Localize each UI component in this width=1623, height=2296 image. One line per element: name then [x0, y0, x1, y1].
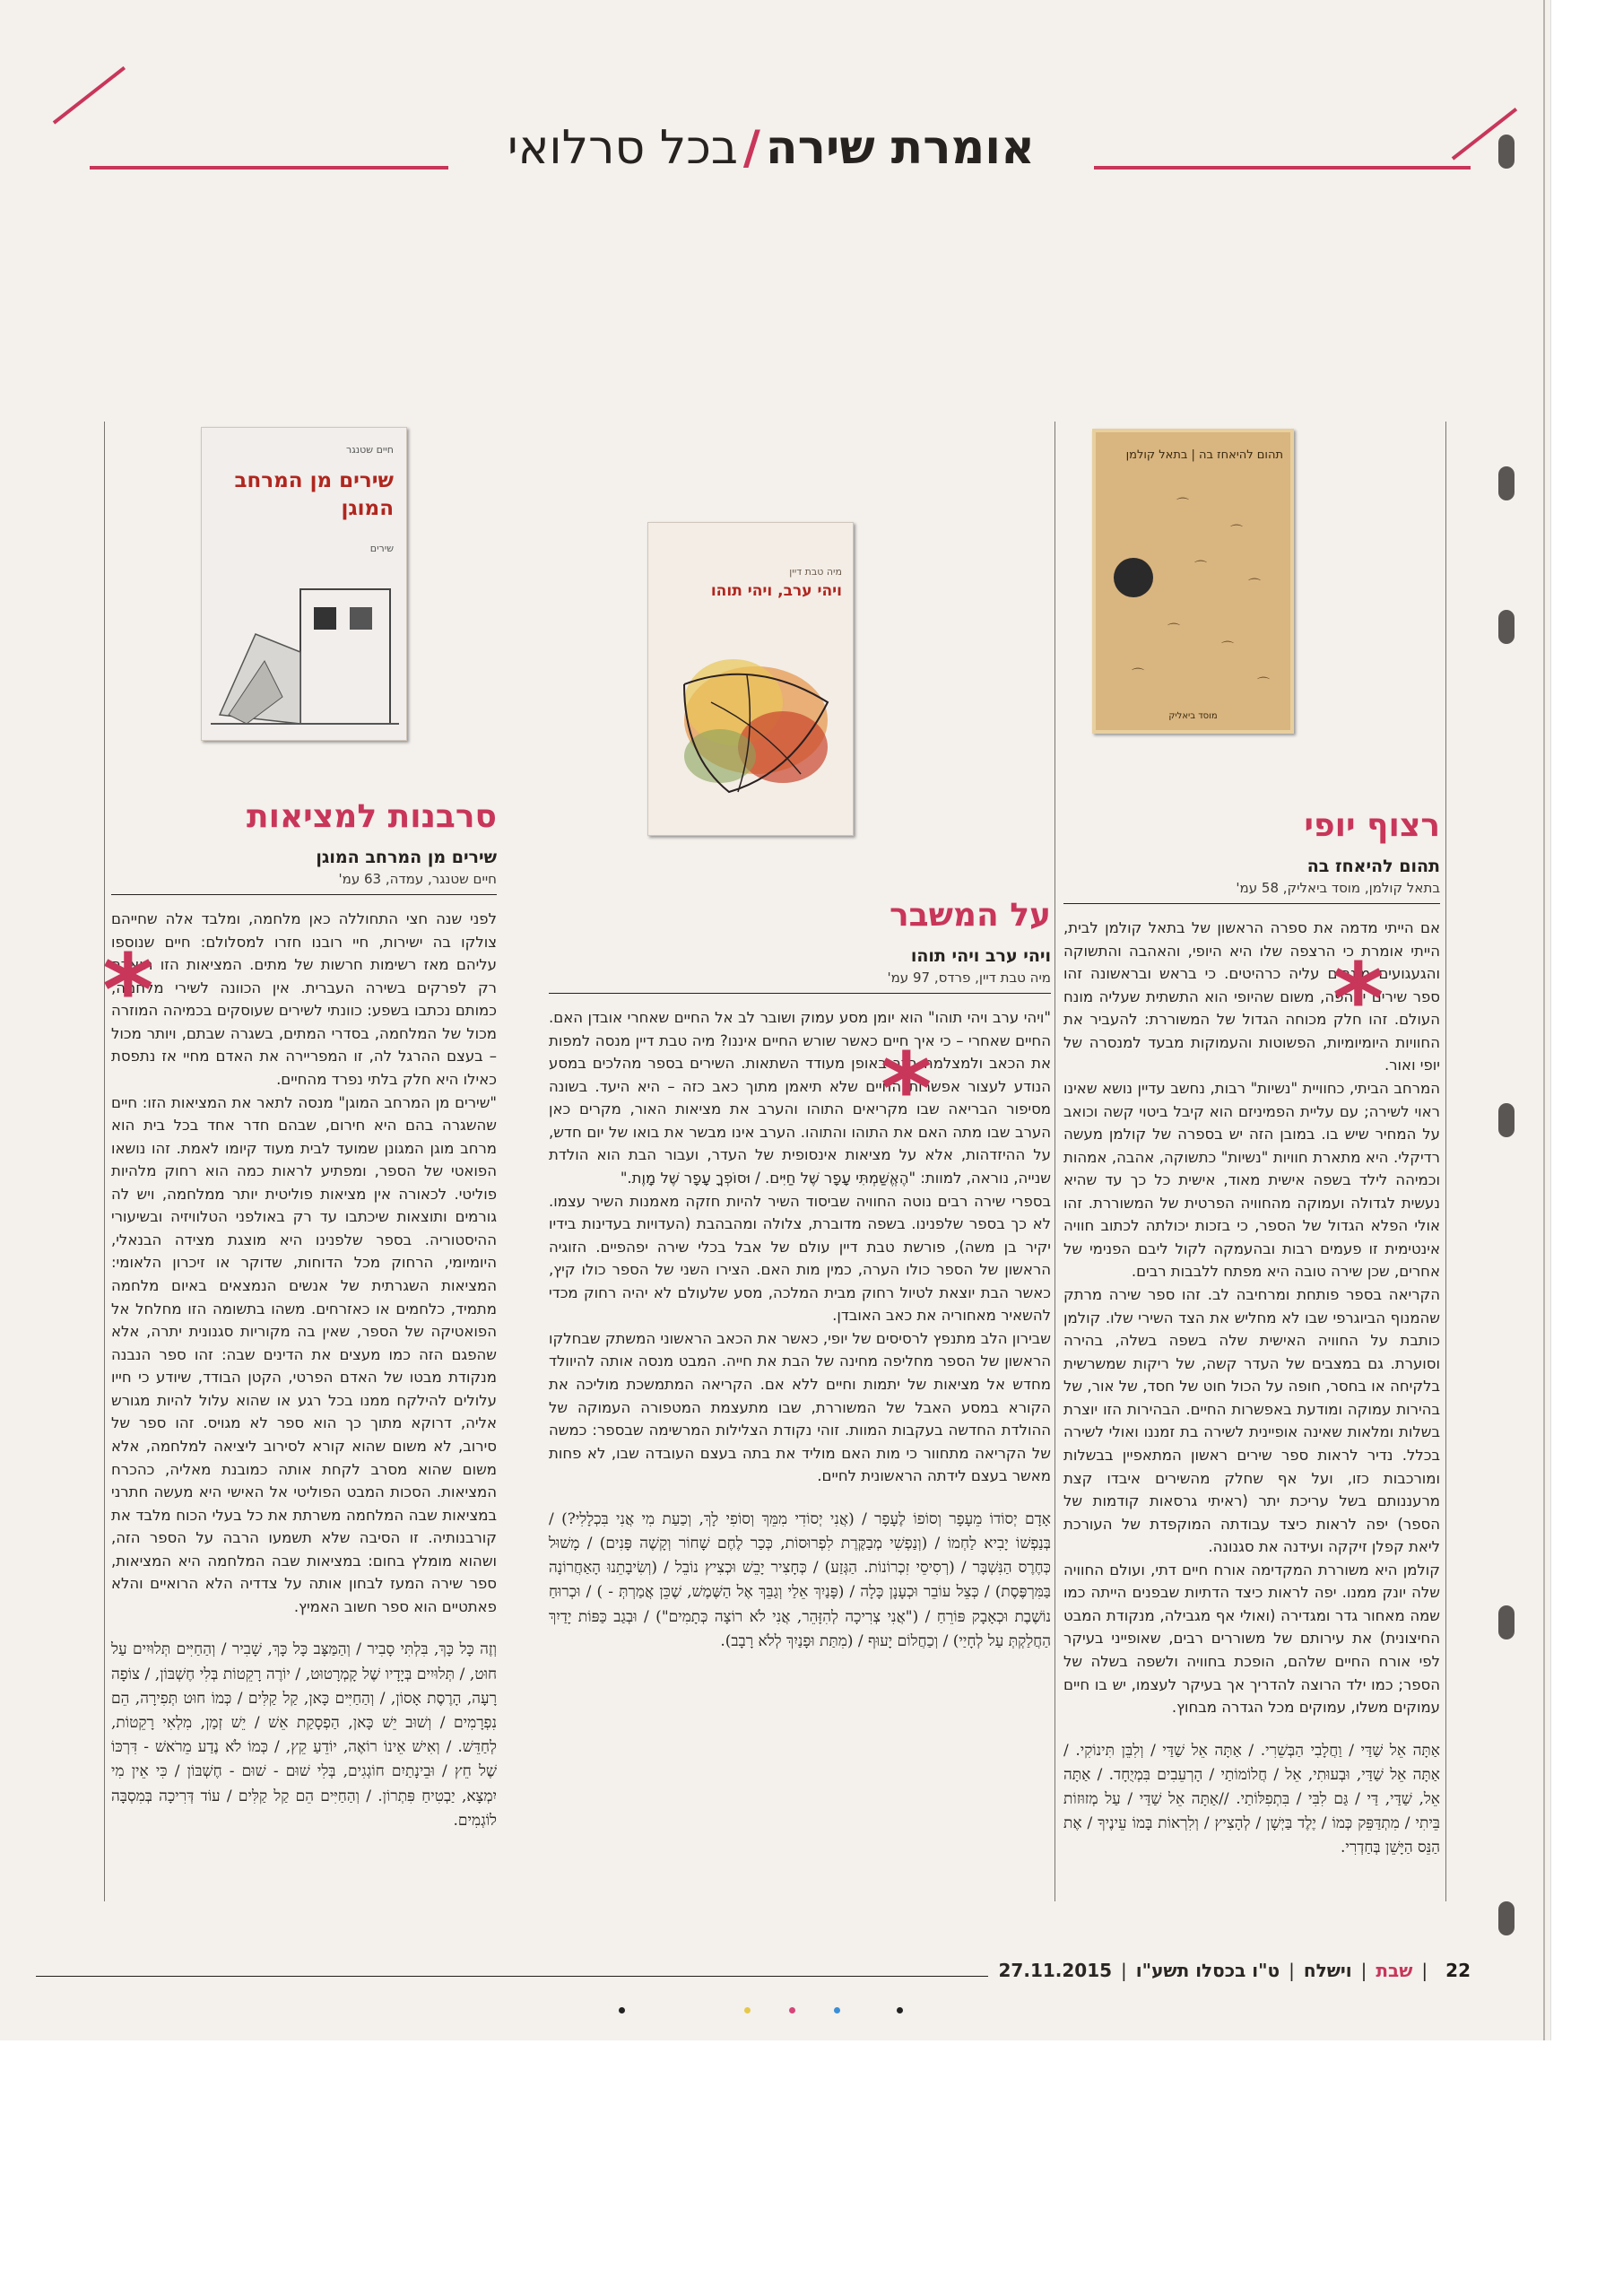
flower-illustration — [648, 523, 853, 835]
gregorian-date: 27.11.2015 — [998, 1960, 1113, 1981]
header-rule-left — [90, 166, 448, 170]
cover-title: תהום להיאחז בה | בתאל קולמן — [1125, 448, 1283, 462]
binder-hole — [1498, 466, 1515, 500]
binder-hole — [1498, 610, 1515, 644]
book-cover-tehom — [1092, 429, 1294, 734]
cover-author: חיים שטנגר — [346, 444, 394, 456]
review-paragraph: בספרי שירה רבים נוטה החוויה שביסוד השיר להיות חזקה מאמנות השיר עצמו. לא כך בספר שלפנינו. בשפה מדוברת, צלולה ומהבהבת (העדויות בעדינות בידיו יקיר בן משה), פורשת טבת דיין עולם של אבל בכלי שירה יפהפיים. הזוגיה הראשון של הספר כולו הערה, כמין מות האם. הצירו השני של הספר כולו קיץ, כאשר הבת יוצאת לטיול רחוק מבית המלכה, מסע שלעולם לא יהיה רחוק מכדי להשאיר מאחוריה את כאב האובדן. — [549, 1192, 1051, 1325]
review-book-title: שירים מן המרחב המוגן — [316, 848, 497, 867]
bird-icon: ⌒ — [1257, 677, 1270, 691]
review-body — [549, 1006, 1051, 1488]
review-book-title: ויהי ערב ויהי תוהו — [910, 946, 1051, 966]
column-header — [36, 103, 1471, 184]
review-paragraph: "שירים מן המרחב המוגן" מנסה לתאר את המציאות הזו: חיים שהשגרה בהם היא חירום, שבהם חדר אחד בכל בית הוא מרחב מוגן המגונן שמועד לבית מעוד קיומו לאמת. זהו נושאו הפואטי של הספר, ומפתיע לראות כמה הוא רחוק מלהיות פוליטי. לכאורה אין מציאות פוליטית יותר ממלחמה, ויש לה גורמים ותוצאות שיכתבו עד רק באולפני הטלוויזיה ובשיעורי ההיסטוריה. בספר שלפנינו היא מוצגת מצידה הבנאלי, היומיומי, הרחוק מכל הדוחות, שדוקר או זיכרון הלאומי: המציאות השגרתית של אנשים הנמצאים באיום מלחמה מתמיד, כלחמים או כאזרחים. משהו בתשומה הזו מחלחל אל הפואטיקה של הספר, שאין בה מקוריות סגנונית יתרה, אלא שהפגם הזה כמו מעצים את הדינים שבה: זהו ספר הנבנה מנקודת מבטו של האדם הפרטי, הקטן הבודד, שיודע כי חייו עלולים להילקח ממנו בכל רגע או שהוא עלול להיות מגורש אליה, דרוקא מתוך כך הוא ספר לא מגויס. זהו ספר של סירוב, לא משום שהוא קורא לסירוב ליציאה למלחמה, אלא משום שהוא מסרב לקחת אותה כמובנת מאליה, כהכרח המציאות. הסכות המבט הפוליטי אל האישי היא מעשה חתרני במציאות שבה המלחמה משרתת את כל בעלי הכוח מלבד את קורבנותיה. זו הסיבה שלא תשמעו הרבה על הספר הזה, ושהוא מומלץ בחום: במציאות שבה המלחמה היא המציאות, ספר שירה המעז לבחון אותה על צדדיה הלא הרואיים והלא פאתטיים הוא ספר חשוב האמיץ. — [111, 1093, 497, 1615]
review-credit: חיים שטנגר, עמדה, 63 עמ' — [111, 871, 497, 895]
column-title — [457, 121, 1085, 175]
review-column-middle — [549, 897, 1051, 1654]
book-cover-vayehi-erev — [647, 522, 854, 836]
review-paragraph: לפני שנה חצי התחוללה כאן מלחמה, ומלבד אלה שחייהם צולקו בה ישירות, חיי רובנו חזרו למסלולם: חיים שנוספו עליהם מאז רשימות חרשות של מתים. המציאות הזו תוארה רק לפרקים בשירה העברית. אין הכוונה לשירי מלחמה, כמותם נכתבו בשפע: כוונתי לשירים שעוסקים בכמיהה המוזרה מכול של המלחמה, בסדרי המתים, בשגרה שבתם, ויותר מכול – בעצם ההרגל לה, זו המפריירה את האדם מחיי אז נתפסת כאילו היא חלק בלתי נפרד מהחיים. — [111, 910, 497, 1088]
column-rule — [104, 422, 105, 1901]
binder-hole — [1498, 1901, 1515, 1935]
review-column-left — [102, 798, 497, 1833]
asterisk-icon: * — [881, 1031, 933, 1146]
asterisk-icon: * — [102, 933, 154, 1048]
hebrew-date: ט"ו בכסלו תשע"ו — [1135, 1960, 1280, 1981]
footer-divider: | — [1360, 1960, 1367, 1981]
review-paragraph: אם הייתי מדמה את ספרה הראשון של בתאל קולמן לבית, הייתי אומרת כי הרצפה שלו היא היופי, והאהבה והתשוקה והגעגועים מונחים עליה כרהיטים. כי בראש ובראשונה זהו ספר שירים יפהפה, משום שהיופי הוא התשתית שעליה מונח העולם. זהו חלק מכוחה הגדול של המשוררת: להעביר את החוויות היומיומיות, הפשוטות והעמוקות מבעד למנסרה של יופי ואור. — [1063, 919, 1440, 1074]
poem-excerpt: אַתָּה אֵל שַׁדַּי / וַחֲלָבִי הַבְּשֵׁרִי. / אַתָּה אֵל שַׁדַּי / וְלִבֵּן תִּינוֹקִי. / אַתָּה אֵל שַׁדַּי, וּבְעוּתִי, אֵל / חֲלוֹמוֹתַי / הָרְעֵבִים בִּמְיֻחָד. / אַתָּה אֵל, שַׁדַּי, דַּי / גַּם לִבִּי / בִּתְפִלּוֹתַי. //אַתָּה אֵל שַׁדַּי / עַל מְזוּזוֹת בֵּיתִי / מִתְדַּפֵּק כְּמוֹ / יֶלֶד בַּיְשָׁן / לְהָצִיץ / וְלִרְאוֹת בָּמוֹ עֵינֶיךָ / אֶת הַנֵּס הַיָּשֵׁן בְּחַדְרִי. — [1063, 1741, 1440, 1857]
review-paragraph: המרחב הביתי, כחוויית "נשיות" רבות, נחשב עדיין נושא שאינו ראוי לשירה; עם עליית הפמיניזם הוא קיבל ביטוי קשה וכואב על המחיר שיש בו. במובן הזה יש בספרה של קולמן מעשה רדיקלי. היא מתארת חוויות "נשיות" כתשוקה, אהבה, אמהות וכמיהה לילד בשפה אישית מאוד, אישית כל כך עד שהיא נעשית לגדולה ועמוקה מהחוויה הפרטית של המשוררת. זהו אולי הפלא הגדול של הספר, כי בזכות יכולתה לכתוב חוויה אינטימית זו פעמים רבות ובהעמקה לקול ליבם הפנימי של אחרים, שכן שירה טובה היא מפתח ללבבות רבים. — [1063, 1079, 1440, 1281]
bird-icon: ⌒ — [1194, 561, 1207, 575]
cover-title: ויהי ערב, ויהי תוהו — [710, 582, 842, 600]
footer-divider: | — [1421, 1960, 1428, 1981]
header-diagonal-left — [53, 66, 126, 125]
binder-holes — [1498, 135, 1525, 1928]
title-separator: / — [742, 121, 760, 175]
footer-divider: | — [1289, 1960, 1295, 1981]
poem-excerpt: וְזֶה כָּל כָּךְ, בִּלְתִּי סָבִיר / וְהַמַּצָּב כָּל כָּךְ, שָׁבִיר / וְהַחַיִּים תְּלוּיִים עַל חוּט, / תְּלוּיִים בְּיָדָיו שֶׁל קָמְרָטוּט, / יוֹרֶה רָקֵטוֹת בְּלִי חֶשְׁבּוֹן, / צוֹפָה רָעָה, הָרֶסֶת אָסוֹן, / וְהַחַיִּים כָּאן, קַל קַלִּים / כְּמוֹ חוּט תְּפִירָה, הֵם נִפְרָמִים / וְשׁוּב יֵשׁ כָּאן, הַפְסָקַת אֵשׁ / יֵשׁ זְמַן, מִלְאִי רָקֵטוֹת, לְחַדֵּשׁ. / וְאִישׁ אֵינוֹ רוֹאֶה, יוֹדֵעַ קֵץ, / כְּמוֹ לֹא נֶדַע מֵרֹאשׁ - דִּרְכּוֹ שֶׁל חֵץ / וּבֵינָתַיִם חוֹגְגִים, בְּלִי שׁוּם - שׁוּם - חֶשְׁבּוֹן / כִּי אֵין מִי יִמְצָא, יַבְטִיחַ פִּתְרוֹן. / וְהַחַיִּים הֵם קַל קַלִּים / עוֹד דְּרִיכָה בְּמִסְבָּה לוֹגְמִים. — [111, 1640, 497, 1830]
cover-author: מיה טבת דיין — [789, 566, 842, 578]
review-paragraph: שבירון הלב מתנפץ לרסיסים של יופי, כאשר את הכאב הראשוני המשתק שבחלקו הראשון של הספר מחליפה מחינה של הבת את חייה. המבט מנסה אותה להיוולד מחדש אל מציאות של יתמות וחיים ללא אם. הקריאה המתמשכת מוליכה את הקורא במסע האבל של המשוררת, שבו מתעצמת המטפורה העמוקה של ההולדת החדשה בעקבות המוות. זוהי נקודת הצלילות המרשימה שבספר: כמשה של הקריאה מתחוור כי מות האם מוליד את בתה בעצם העובדה שבו, לא פחות מאשר בעצם לידתה הראשונית לחיים. — [549, 1329, 1051, 1485]
binder-hole — [1498, 135, 1515, 169]
review-book-title: תהום להיאחז בה — [1306, 857, 1440, 876]
section-name: שבת — [1376, 1960, 1413, 1981]
review-kicker: על המשבר — [890, 897, 1051, 934]
registration-dot — [789, 2007, 795, 2013]
review-kicker: סרבנות למציאות — [247, 798, 497, 835]
bird-icon: ⌒ — [1176, 498, 1189, 512]
binder-hole — [1498, 1605, 1515, 1639]
review-column-right — [1063, 807, 1440, 1861]
review-credit: מיה טבת דיין, פרדס, 97 עמ' — [549, 970, 1051, 994]
binder-hole — [1498, 1103, 1515, 1137]
column-name: אומרת שירה — [765, 121, 1035, 175]
building-sketch — [202, 428, 406, 740]
print-registration-dots — [619, 2007, 906, 2025]
header-rule-right — [1094, 166, 1471, 170]
registration-dot — [897, 2007, 903, 2013]
cover-dark-circle — [1114, 558, 1153, 597]
bird-icon: ⌒ — [1230, 525, 1243, 539]
review-kicker: רצוף יופי — [1304, 807, 1440, 844]
bird-icon: ⌒ — [1221, 641, 1234, 656]
cover-publisher: מוסד ביאליק — [1168, 711, 1218, 721]
page-footer — [36, 1960, 1471, 1987]
book-cover-mirhav-mugan — [201, 427, 407, 741]
page-number: 22 — [1445, 1960, 1471, 1981]
registration-dot — [619, 2007, 625, 2013]
columnist-name: בכל סרלואי — [508, 121, 738, 175]
review-paragraph: "ויהי ערב ויהי תוהו" הוא יומן מסע עמוק ושובר לב אל החיים שאחרי אובדן האם. החיים שאחרי – כי איך חיים כאשר שורש החיים איננו? מיה טבת דיין מנסה למפות את הכאב ולמצלמה בכך באופן מעודד השתאות. השירים בספר מהלכים במסע הנודע לעצור אפשרות החיים שלא תיאמן מתוך כאב כזה – היא היעד. בשונה מסיפור הבריאה שבו מקריאים התוהו והערב את מציאות האור, מקרים כאן הערב שבו מתה האם את התוהו והתוהו. הערב אינו מבשר את בואו של יום חדש, על ההיזדהות, אלא על מציאות אינסופית של העדר, ועבור הבת הוא הולדת שנייה, נוראה, למוות: "הֶאֱשַׁמְתִּי עָפָר שֶׁל חַיִּים. / וּסוֹפְךָ עָפָר שֶׁל מָוֶת." — [549, 1009, 1051, 1187]
review-paragraph: קולמן היא משוררת המקדימה אורח חיים דתי, ועולם החוויה שלה יונק ממנו. יפה לראות כיצד הדתיות שבפנים הייתה כמו שמה מאחור גדר ומגדירה (ואולי אף מגבילה, מנקודת המבט החיצונית) את עירותם של משוררים רבים, שאופייני בעיקר לפי אורח החיים שלהם, הופכת בחוויה ולשפה בשלה של הספר; כמו ילד הרוצה להדריך אך בעיקר לעצמו, יש בו חיים עמוקים משלו, עמוקים מכל הגדרה מבחוץ. — [1063, 1561, 1440, 1717]
parasha-name: וישלח — [1303, 1960, 1352, 1981]
bird-icon: ⌒ — [1132, 668, 1144, 683]
bird-icon: ⌒ — [1167, 623, 1180, 638]
footer-divider: | — [1121, 1960, 1127, 1981]
bird-icon: ⌒ — [1248, 578, 1261, 593]
cover-title: שירים מן המרחב המוגן — [234, 469, 394, 521]
asterisk-icon: * — [1332, 942, 1384, 1057]
poem-excerpt: אָדָם יְסוֹדוֹ מֵעָפָר וְסוֹפוֹ לֶעָפָר / (אֲנִי יְסוֹדִי מִמֵּךְ וְסוֹפִי לָךְ, וְכַעַת מִי אֲנִי בִּכְלָלִי?) / בְּנַפְשׁוֹ יָבִיא לַחְמוֹ / (וְנַפְשִׁי מְבַקֶּרֶת לִפְרוּסוֹת, כְּכַר לֶחֶם שָׁחוֹר וְקָשֶׁה פָּנִים) / מָשׁוּל כְּחֶרֶס הַנִּשְׁבָּר / (רְסִיסֵי זִכְרוֹנוֹת. הַגְּזַע) / כְּחָצִיר יָבֵשׁ וּכְצִיץ נוֹבֵל / (וְשִׂיבָתֵנוּ הָאַחֲרוֹנָה בַּמִּרְפֶּסֶת) / כְּצֵל עוֹבֵר וּכְעָנָן כָּלָה / (פָּנַיִךְ אֵלַי וְגַבֵּךְ אֶל הַשֶּׁמֶשׁ, שֶׁכֵּן אֲמַרְתְּ - ) / וּכְרוּחַ נוֹשֶׁבֶת וּכְאָבָק פּוֹרֵחַ / ("אֲנִי צְרִיכָה לְהִזָּהֵר, אֲנִי לֹא רוֹצָה כְּתָמִים") / וּבְגַב כַּפּוֹת יָדַיִךְ הַחֲלַקְתְּ עַל לְחָיַי) / וְכַחֲלוֹם יָעוּף / (מִתַּת וּפָנַיִךְ לְלֹא רָבָב). — [549, 1509, 1051, 1650]
registration-dot — [744, 2007, 751, 2013]
review-credit: בתאל קולמן, מוסד ביאליק, 58 עמ' — [1063, 880, 1440, 904]
page-edge-line — [1543, 0, 1545, 2040]
footer-info — [988, 1960, 1471, 1981]
registration-dot — [834, 2007, 840, 2013]
column-rule — [1445, 422, 1446, 1901]
review-body — [111, 908, 497, 1618]
cover-genre: שירים — [369, 543, 394, 554]
review-paragraph: הקריאה בספר פותחת ומרחיבה לב. זהו ספר שירה מרתק שהמנוף הביוגרפי שבו לא מחליש את הצד השירי שלו. קולמן כותבת על החוויה האישית שלה בשפה בשלה, בהירה וסוערת. גם במצבים של העדר קשה, של ריקות שמשרשית בלקיחה או בחסר, חופה על הכול חוט של חסד, של אור, של בהירות עמוקה ומודעת באפשרות החיים. הבהירות הזו יוצרת בשלות ומלאות שאינה אופיינית לשירה בת זמננו ואולי לשירה בכלל. נדיר לראות ספר שירים ראשון המתאפיין בבשלות ומורכבות כזו, ועל אף שחלק מהשירים איבדו קצת מרעננותם בשל עריכת יתר (ראיתי גרסאות קודמות של הספר) יפה לראות כיצד עבודתה המוקפדת של העורכת ליאת קפלן זיקקה ועידנה את סגנונה. — [1063, 1286, 1440, 1556]
